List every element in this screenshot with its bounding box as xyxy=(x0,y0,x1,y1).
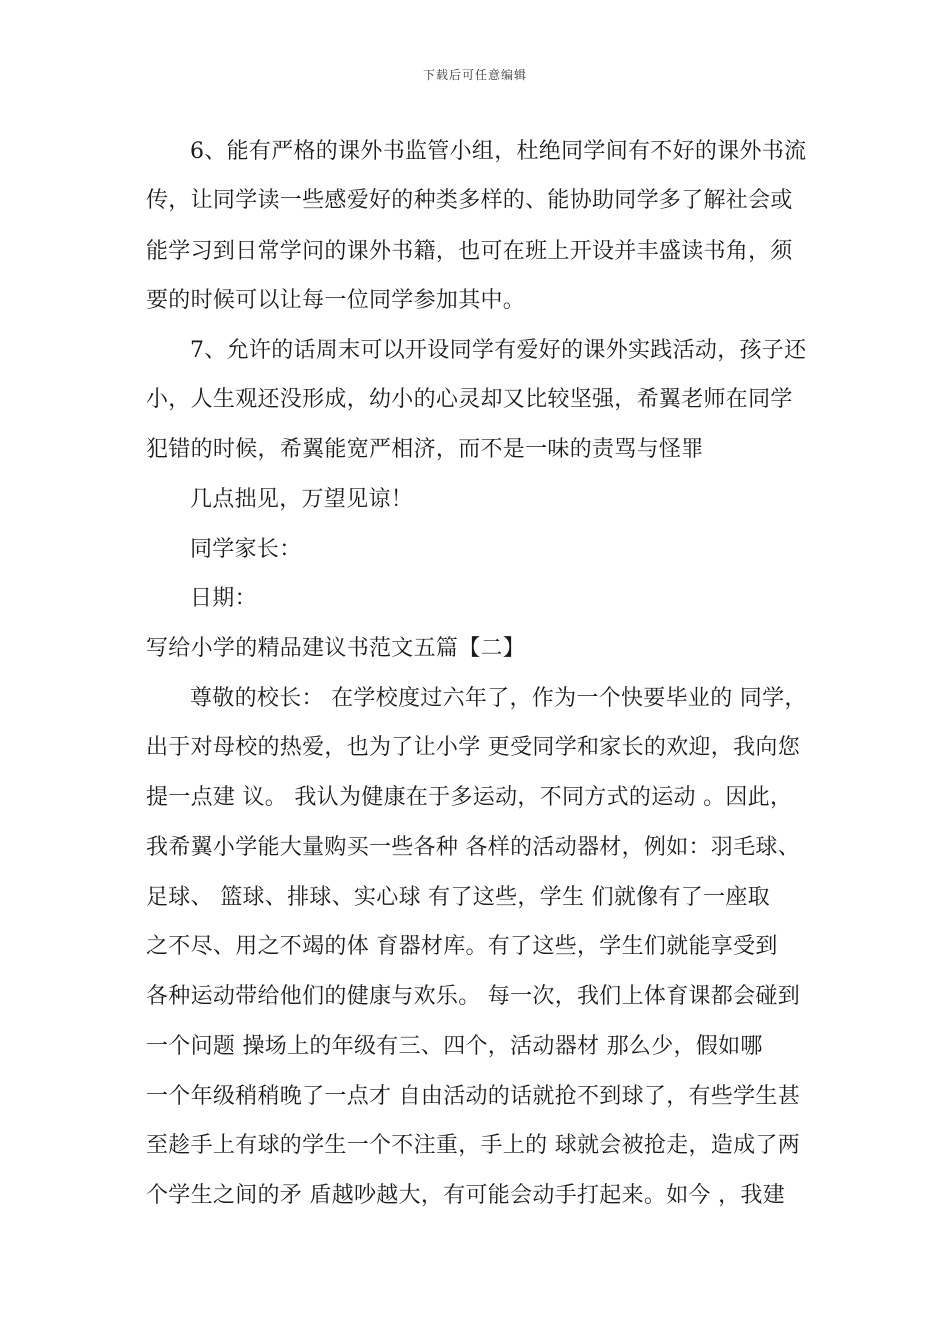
text-line: 同学家长： xyxy=(190,537,302,562)
text-line: 个学生之间的矛 盾越吵越大，有可能会动手打起来。如今 ，我建 xyxy=(146,1183,785,1208)
text-line: 日期： xyxy=(190,586,257,611)
text-line: 出于对母校的热爱，也为了让小学 更受同学和家长的欢迎，我向您 xyxy=(146,735,800,760)
text-line: 要的时候可以让每一位同学参加其中。 xyxy=(146,288,526,313)
text-line: 一个问题 操场上的年级有三、四个，活动器材 那么少，假如哪 xyxy=(146,1034,763,1059)
text-line: 之不尽、用之不竭的体 育器材库。有了这些，学生们就能享受到 xyxy=(146,934,778,959)
text-line: 足球、 篮球、排球、实心球 有了这些，学生 们就像有了一座取 xyxy=(146,885,770,910)
text-line: 小，人生观还没形成，幼小的心灵却又比较坚强，希翼老师在同学 xyxy=(146,387,793,412)
page-header: 下载后可任意编辑 xyxy=(422,68,527,82)
text-line: 各种运动带给他们的健康与欢乐。 每一次，我们上体育课都会碰到 xyxy=(146,984,800,1009)
text-line: 传，让同学读一些感爱好的种类多样的、能协助同学多了解社会或 xyxy=(146,188,793,213)
text-line: 7、允许的话周末可以开设同学有爱好的课外实践活动，孩子还 xyxy=(190,338,807,363)
text-line: 我希翼小学能大量购买一些各种 各样的活动器材，例如：羽毛球、 xyxy=(146,835,800,860)
text-line: 几点拙见，万望见谅！ xyxy=(190,487,414,512)
section-heading: 写给小学的精品建议书范文五篇【二】 xyxy=(146,636,526,661)
text-line: 尊敬的校长： 在学校度过六年了，作为一个快要毕业的 同学， xyxy=(190,686,807,711)
text-line: 一个年级稍稍晚了一点才 自由活动的话就抢不到球了，有些学生甚 xyxy=(146,1084,800,1109)
text-line: 提一点建 议。 我认为健康在于多运动，不同方式的运动 。因此， xyxy=(146,785,793,810)
text-line: 能学习到日常学问的课外书籍，也可在班上开设并丰盛读书角，须 xyxy=(146,239,793,264)
text-line: 6、能有严格的课外书监管小组，杜绝同学间有不好的课外书流 xyxy=(190,139,807,164)
text-line: 犯错的时候，希翼能宽严相济，而不是一味的责骂与怪罪 xyxy=(146,437,704,462)
text-line: 至趁手上有球的学生一个不注重，手上的 球就会被抢走，造成了两 xyxy=(146,1133,800,1158)
